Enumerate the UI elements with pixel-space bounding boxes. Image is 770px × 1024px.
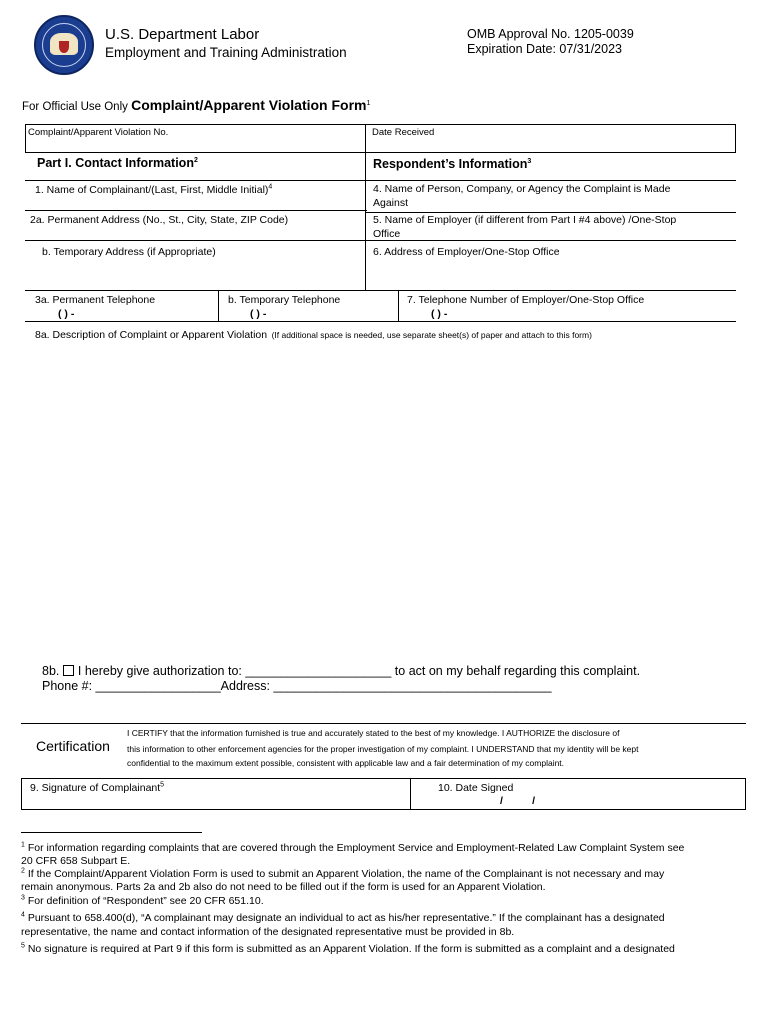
footnote-3-text: For definition of “Respondent” see 20 CFR 651.10. [24,895,264,907]
part1-heading-text: Part I. Contact Information [37,156,194,170]
respondent-heading [373,157,531,171]
footnote-4-line-2: representative, the name and contact information of the designated representative must be provided in 8b. [21,926,515,938]
footnote-2-line-1: If the Complaint/Apparent Violation Form is used to submit an Apparent Violation, the name of the Complainant is not necessary and may [24,868,665,880]
field-1-text: 1. Name of Complainant/(Last, First, Middle Initial) [35,184,269,196]
row-divider [25,290,736,291]
field-9-label [30,782,164,794]
authorization-checkbox[interactable] [63,665,74,676]
field-8a-label [35,325,592,343]
field-2a-label: 2a. Permanent Address (No., St., City, State, ZIP Code) [30,214,289,226]
field-5-label-line1: 5. Name of Employer (if different from Part I #4 above) /One-Stop [373,214,677,226]
official-use-label: For Official Use Only [22,101,128,113]
row-divider [365,212,736,213]
field-3a-label: 3a. Permanent Telephone [35,294,156,306]
signature-right-border [745,778,746,809]
complainant-name-field[interactable] [35,196,360,208]
temporary-phone-field[interactable]: ( ) - [250,308,267,320]
representative-contact-line: Phone #: __________________Address: ________________________________________ [42,679,552,693]
description-textarea[interactable] [35,342,735,658]
footnote-3 [21,895,751,908]
field-1-footnote: 4 [268,183,273,191]
permanent-phone-field[interactable]: ( ) - [58,308,75,320]
footnote-1-mark: 1 [21,841,25,849]
form-title-footnote: 1 [366,100,371,108]
signature-field[interactable] [30,795,405,807]
certification-label: Certification [36,738,110,754]
field-8b-line [42,664,640,678]
dol-seal-logo [34,15,94,75]
row-divider [25,321,736,322]
field-3b-label: b. Temporary Telephone [228,294,341,306]
permanent-address-field[interactable] [30,226,360,238]
footnote-5-mark: 5 [21,942,25,950]
date-received-field[interactable] [372,139,727,151]
footnote-4-line-1: Pursuant to 658.400(d), “A complainant may designate an individual to act as his/her representative.” If the complainant has a designated [24,912,665,924]
table-top-border [25,124,736,125]
agency-name: Employment and Training Administration [105,45,347,60]
certification-line-1: I CERTIFY that the information furnished is true and accurately stated to the best of my knowledge. I AUTHORIZE the disclosure of [127,728,620,738]
temporary-address-field[interactable] [42,260,360,288]
field-6-label: 6. Address of Employer/One-Stop Office [373,246,560,258]
respondent-footnote: 3 [527,157,532,165]
footnote-1 [21,842,751,868]
footnote-2-line-2: remain anonymous. Parts 2a and 2b also do not need to be filled out if the form is used for an Apparent Violation. [21,881,546,893]
footnote-5-text: No signature is required at Part 9 if this form is submitted as an Apparent Violation. If the form is submitted as a complaint and a designated [24,943,675,955]
field-2b-label: b. Temporary Address (if Appropriate) [42,246,216,258]
footnote-2 [21,868,751,894]
complaint-no-label: Complaint/Apparent Violation No. [28,127,169,138]
row-divider [25,152,736,153]
table-left-border [25,124,26,152]
row-divider [25,180,736,181]
footnote-4 [21,911,751,939]
field-4-label-line1: 4. Name of Person, Company, or Agency the Complaint is Made [373,183,671,195]
phone-divider [218,290,219,322]
field-8a-text: 8a. Description of Complaint or Apparent Violation [35,329,268,341]
row-divider [25,210,367,211]
employer-phone-field[interactable]: ( ) - [431,308,448,320]
table-center-divider [365,124,366,290]
table-right-border [735,124,736,152]
signature-divider [410,778,411,809]
omb-approval: OMB Approval No. 1205-0039 [467,27,634,41]
field-1-label [35,184,272,196]
field-5-label-line2: Office [373,228,401,240]
footnote-4-mark: 4 [21,911,25,919]
date-signed-field[interactable]: / / [500,795,536,807]
certification-line-2: this information to other enforcement agencies for the proper investigation of my complaint. I UNDERSTAND that my identity will be kept [127,744,639,754]
part1-heading [37,156,198,170]
seal-shield [59,41,69,53]
signature-bottom-border [21,809,746,810]
field-8b-text: I hereby give authorization to: _____________________ to act on my behalf regarding this complaint. [77,664,641,678]
complaint-no-field[interactable] [28,139,358,151]
date-received-label: Date Received [372,127,435,138]
part1-footnote: 2 [193,156,198,164]
field-9-footnote: 5 [160,781,165,789]
field-7-label: 7. Telephone Number of Employer/One-Stop Office [407,294,645,306]
footnote-2-mark: 2 [21,867,25,875]
expiration-date: Expiration Date: 07/31/2023 [467,42,622,56]
field-8a-note: (If additional space is needed, use separate sheet(s) of paper and attach to this form) [271,330,592,340]
certification-line-3: confidential to the maximum extent possible, consistent with applicable law and a fair determination of my complaint. [127,758,565,768]
footnote-1-line-1: For information regarding complaints that are covered through the Employment Service and Employment-Related Law Complaint System see [24,842,685,854]
field-9-text: 9. Signature of Complainant [30,782,161,794]
employer-address-field[interactable] [373,260,728,288]
field-8b-prefix: 8b. [42,664,60,678]
form-title: Complaint/Apparent Violation Form [131,97,367,113]
certification-text [127,726,639,770]
respondent-heading-text: Respondent’s Information [373,157,528,171]
field-10-label: 10. Date Signed [438,782,514,794]
footnote-1-line-2: 20 CFR 658 Subpart E. [21,855,131,867]
signature-left-border [21,778,22,809]
certification-top-border [21,723,746,724]
field-4-label-line2: Against [373,197,409,209]
footnote-separator [21,832,202,833]
footnote-5 [21,942,751,956]
phone-divider [398,290,399,322]
row-divider [25,240,736,241]
form-title-line [22,97,370,113]
signature-top-border [21,778,746,779]
department-name: U.S. Department Labor [105,26,260,43]
footnote-3-mark: 3 [21,894,25,902]
